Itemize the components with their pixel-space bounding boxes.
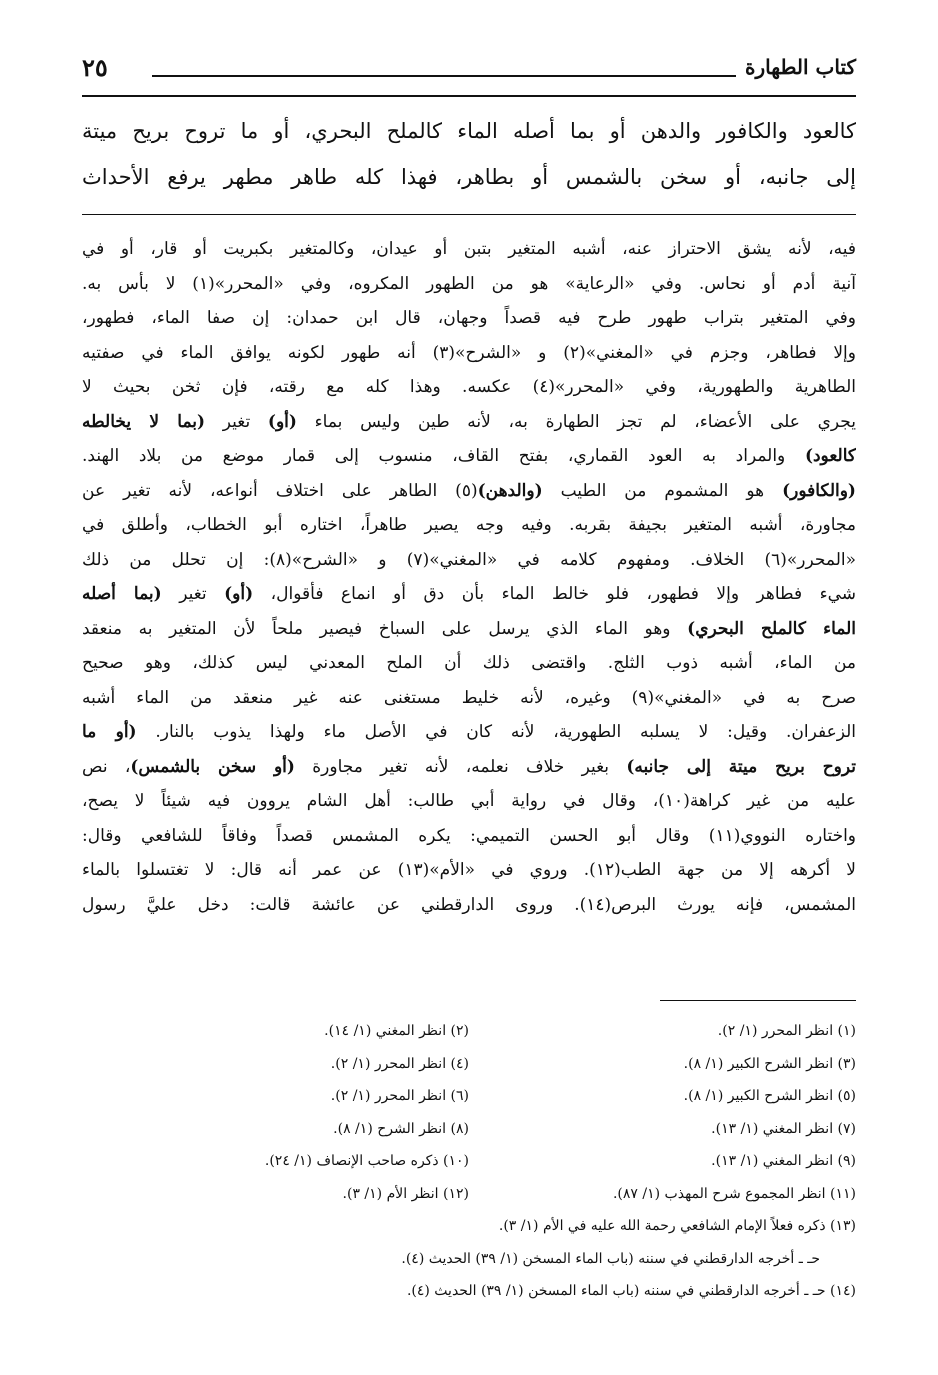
commentary-line: المشمس، فإنه يورث البرص(١٤). وروى الدارقطني عن عائشة قالت: دخل عليَّ رسول (82, 894, 856, 915)
footnote-row (82, 1113, 856, 1146)
commentary-line: «المحرر»(٦) الخلاف. ومفهوم كلامه في «المغني»(٧) و «الشرح»(٨): إن تحلل من ذلك (82, 549, 856, 570)
footnote-row (82, 1048, 856, 1081)
commentary-line: وإلا فطاهر، وجزم في «المغني»(٢) و «الشرح»(٣) أنه طهور لكونه يوافق الماء في صفتيه (82, 342, 856, 363)
quoted-matn: (بما لا يخالطه (82, 411, 206, 432)
footnote: (١٣) ذكره فعلاً الإمام الشافعي رحمة الله عليه في الأم (١/ ٣). (498, 1218, 856, 1234)
main-text (82, 108, 856, 200)
footnote: (١٠) ذكره صاحب الإنصاف (١/ ٢٤). (264, 1153, 469, 1169)
footnotes (82, 1015, 856, 1308)
quoted-matn: (بما أصله (82, 584, 162, 604)
footnote-row (82, 1178, 856, 1211)
page-number: ٢٥ (82, 53, 108, 82)
footnote: (٧) انظر المغني (١/ ١٣). (711, 1120, 856, 1137)
footnote: حـ ـ أخرجه الدارقطني في سننه (باب الماء المسخن (١/ ٣٩) الحديث (٤). (401, 1250, 820, 1267)
chapter-title: كتاب الطهارة (745, 55, 856, 79)
quoted-matn: كالعود) (804, 446, 856, 466)
footnote: (٨) انظر الشرح (١/ ٨). (333, 1120, 469, 1137)
running-header (82, 55, 856, 95)
footnote: (٣) انظر الشرح الكبير (١/ ٨). (683, 1055, 856, 1072)
header-underline (82, 95, 856, 97)
quoted-matn: (أو ما (82, 722, 137, 742)
commentary-line: واختاره النووي(١١) وقال أبو الحسن التميمي: يكره المشمس قصداً وفاقاً للشافعي وقال: (82, 825, 856, 846)
footnote: (٤) انظر المحرر (١/ ٢). (330, 1055, 469, 1072)
quoted-matn: (أو) (224, 584, 254, 604)
main-text-divider (82, 214, 856, 215)
quoted-matn: (والكافور) (782, 480, 856, 501)
commentary-line: الزعفران. وقيل: لا يسلبه الطهورية، لأنه كان في الأصل ماء ولهذا يذوب بالنار. (أو ما (82, 722, 856, 742)
footnote-row (82, 1145, 856, 1178)
footnote: (١) انظر المحرر (١/ ٢). (717, 1023, 856, 1039)
footnote: (١١) انظر المجموع شرح المهذب (١/ ٨٧). (612, 1185, 856, 1202)
commentary-line: صرح به في «المغني»(٩) وغيره، لأنه خليط مستغنى عنه غير منعقد من الماء أشبه (82, 687, 856, 708)
footnote: (٦) انظر المحرر (١/ ٢). (330, 1088, 469, 1104)
commentary-line: كالعود) والمراد به العود القماري، بفتح القاف، منسوب إلى قمار موضع من بلاد الهند. (82, 446, 856, 466)
commentary-line: لا أكرهه إلا من جهة الطب(١٢). وروي في «الأم»(١٣) عن عمر أنه قال: لا تغتسلوا بالماء (82, 860, 856, 880)
footnote: (٢) انظر المغني (١/ ١٤). (324, 1023, 469, 1039)
main-text-line: كالعود والكافور والدهن أو بما أصله الماء كالملح البحري، أو ما تروح بريح ميتة (82, 119, 856, 143)
commentary-line: مجاورة، أشبه المتغير بجيفة بقربه. وفيه وجه يصير طاهراً، اختاره أبو الخطاب، وأطلق في (82, 515, 856, 535)
quoted-matn: تروح بريح ميتة إلى جانبه) (626, 756, 856, 777)
footnote-divider (660, 1000, 856, 1001)
quoted-matn: (أو سخن بالشمس) (130, 756, 295, 777)
commentary-line: الماء كالملح البحري) وهو الماء الذي يرسل على السباخ فيصير ملحاً لأن المتغير به منعقد (82, 618, 856, 639)
footnote-row (82, 1015, 856, 1048)
footnote: (٩) انظر المغني (١/ ١٣). (711, 1153, 856, 1169)
main-text-line: إلى جانبه، أو سخن بالشمس أو بطاهر، فهذا كله طاهر مطهر يرفع الأحداث (82, 165, 856, 189)
commentary-line: وفي المتغير بتراب طهور طرح فيه قصداً وجهان، قال ابن حمدان: إن صفا الماء، فطهور، (82, 308, 856, 328)
quoted-matn: (أو) (267, 411, 297, 432)
commentary-line: تروح بريح ميتة إلى جانبه) بغير خلاف نعلمه، لأنه تغير مجاورة (أو سخن بالشمس)، نص (82, 756, 856, 777)
footnote: (٥) انظر الشرح الكبير (١/ ٨). (683, 1088, 856, 1104)
commentary-line: شيء فطاهر وإلا فطهور، فلو خالط الماء بأن دق أو انماع فأقوال، (أو) تغير (بما أصله (82, 584, 856, 604)
footnote: (١٤) حـ ـ أخرجه الدارقطني في سننه (باب الماء المسخن (١/ ٣٩) الحديث (٤). (406, 1283, 856, 1299)
quoted-matn: (والدهن) (477, 480, 543, 501)
commentary-line: عليه من غير كراهة(١٠)، وقال في رواية أبي طالب: أهل الشام يروون فيه شيئاً لا يصح، (82, 791, 856, 811)
commentary-line: فيه، لأنه يشق الاحتراز عنه، أشبه المتغير بتبن أو عيدان، وكالمتغير بكبريت أو قار، أو في (82, 239, 856, 259)
commentary-line: يجري على الأعضاء، لم تجز الطهارة به، لأنه طين وليس بماء (أو) تغير (بما لا يخالطه (82, 411, 856, 432)
commentary-line: من الماء، أشبه ذوب الثلج. واقتضى ذلك أن الملح المعدني ليس كذلك، وهو صحيح (82, 653, 856, 673)
footnote: (١٢) انظر الأم (١/ ٣). (342, 1185, 469, 1202)
header-rule (152, 75, 736, 77)
quoted-matn: الماء كالملح البحري) (687, 618, 856, 639)
footnote-row (82, 1080, 856, 1113)
commentary-line: (والكافور) هو المشموم من الطيب (والدهن)(٥) الطاهر على اختلاف أنواعه، لأنه تغير عن (82, 480, 856, 501)
commentary-line: آنية أدم أو نحاس. وفي «الرعاية» هو من الطهور المكروه، وفي «المحرر»(١) لا بأس به. (82, 273, 856, 294)
commentary-line: الطاهرية والطهورية، وفي «المحرر»(٤) عكسه. وهذا كله مع رقته، فإن ثخن بحيث لا (82, 377, 856, 397)
commentary (82, 232, 856, 922)
